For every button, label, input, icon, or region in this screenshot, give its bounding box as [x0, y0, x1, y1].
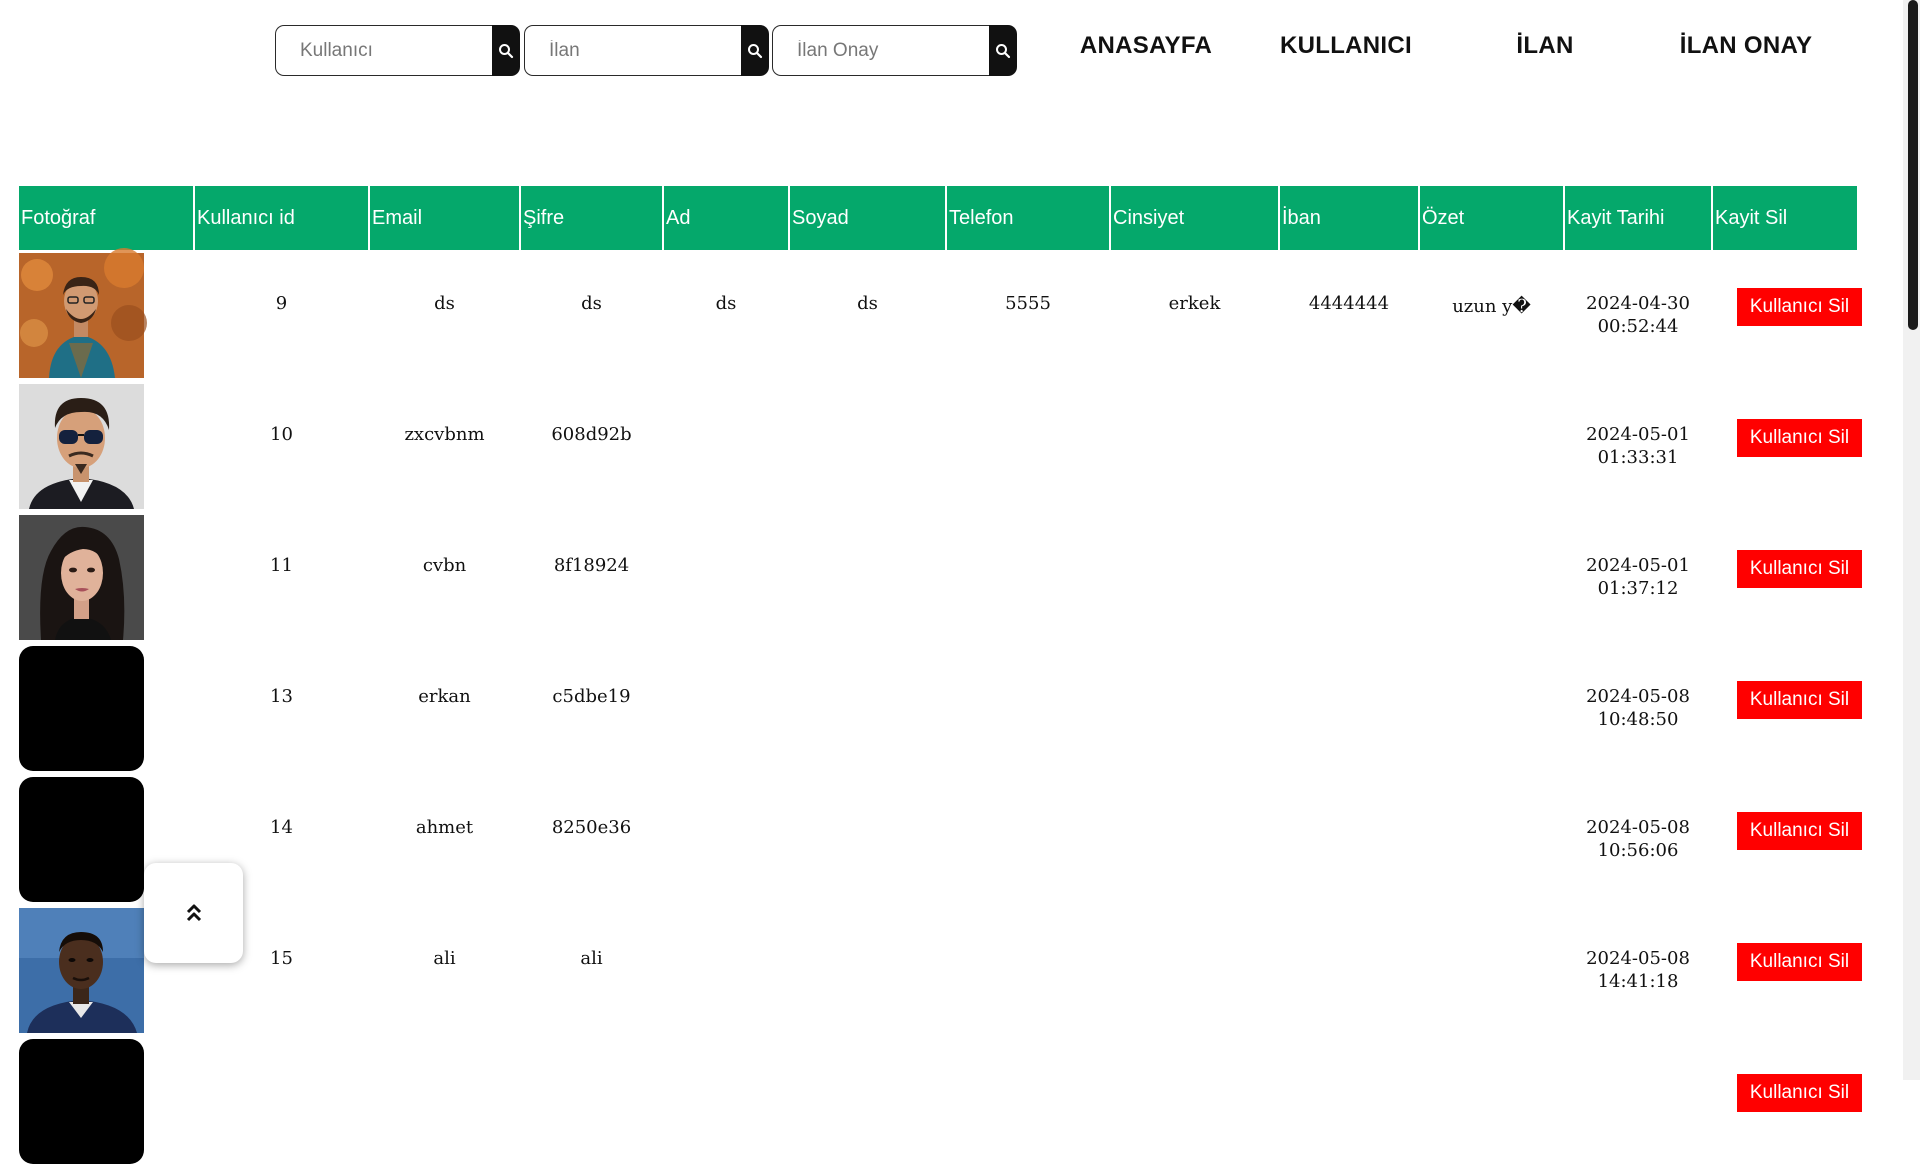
- cell-phone: 5555: [1005, 293, 1051, 314]
- cell-iban: [1279, 1036, 1419, 1167]
- table-row: [19, 381, 1857, 512]
- cell-summary: [1419, 774, 1564, 905]
- users-table: [19, 186, 1857, 1167]
- cell-phone: [946, 381, 1110, 512]
- cell-last-name: ds: [857, 293, 878, 314]
- cell-password: ds: [581, 293, 602, 314]
- cell-user-id: 13: [270, 686, 293, 707]
- photo-cell: [19, 381, 194, 512]
- nav-home[interactable]: ANASAYFA: [1079, 32, 1213, 59]
- photo-cell: [19, 643, 194, 774]
- user-search-button[interactable]: [492, 25, 520, 76]
- cell-registration-date: [1564, 250, 1712, 381]
- time-text: 10:56:06: [1597, 840, 1679, 861]
- delete-user-button[interactable]: Kullanıcı Sil: [1737, 1074, 1862, 1112]
- time-text: 10:48:50: [1597, 709, 1679, 730]
- scrollbar-thumb[interactable]: [1908, 0, 1918, 330]
- table-row: [19, 643, 1857, 774]
- cell-email: cvbn: [422, 555, 467, 576]
- date-text: 2024-05-01: [1586, 555, 1690, 576]
- time-text: 14:41:18: [1597, 971, 1679, 992]
- listing-search: [524, 25, 769, 76]
- cell-summary: [1419, 905, 1564, 1036]
- cell-summary: [1419, 1036, 1564, 1167]
- cell-user-id: [194, 1036, 369, 1167]
- header-delete: Kayit Sil: [1712, 186, 1857, 250]
- search-icon: [498, 43, 514, 59]
- cell-user-id: 10: [270, 424, 293, 445]
- cell-gender: [1110, 381, 1279, 512]
- date-text: 2024-05-08: [1586, 817, 1690, 838]
- avatar: [19, 253, 144, 378]
- nav-user[interactable]: KULLANICI: [1279, 32, 1413, 59]
- time-text: 00:52:44: [1597, 316, 1679, 337]
- cell-last-name: [789, 381, 946, 512]
- cell-password: 8f18924: [553, 555, 630, 576]
- cell-gender: [1110, 512, 1279, 643]
- cell-user-id: 11: [270, 555, 293, 576]
- cell-password: ali: [580, 948, 603, 969]
- header-phone: Telefon: [946, 186, 1110, 250]
- table-row: [19, 512, 1857, 643]
- cell-first-name: [663, 381, 789, 512]
- cell-last-name: [789, 905, 946, 1036]
- cell-registration-date: [1564, 905, 1712, 1036]
- cell-iban: 4444444: [1308, 293, 1390, 314]
- action-cell: [1712, 250, 1857, 381]
- cell-first-name: [663, 512, 789, 643]
- header-summary: Özet: [1419, 186, 1564, 250]
- date-text: 2024-05-08: [1586, 948, 1690, 969]
- action-cell: [1712, 381, 1857, 512]
- avatar: [19, 384, 144, 509]
- header-registration-date: Kayit Tarihi: [1564, 186, 1712, 250]
- header-email: Email: [369, 186, 520, 250]
- cell-password: [520, 1036, 663, 1167]
- cell-email: zxcvbnm: [404, 424, 485, 445]
- delete-user-button[interactable]: Kullanıcı Sil: [1737, 419, 1862, 457]
- vertical-scrollbar[interactable]: [1903, 0, 1920, 1080]
- listing-search-button[interactable]: [741, 25, 769, 76]
- cell-summary: uzun y�: [1452, 296, 1531, 317]
- cell-summary: [1419, 643, 1564, 774]
- double-chevron-up-icon: [186, 903, 202, 923]
- cell-first-name: [663, 643, 789, 774]
- date-text: 2024-05-08: [1586, 686, 1690, 707]
- action-cell: [1712, 512, 1857, 643]
- cell-password: 608d92b: [551, 424, 632, 445]
- table-row: [19, 1036, 1857, 1167]
- cell-password: c5dbe19: [552, 686, 631, 707]
- avatar-blank: [19, 1039, 144, 1164]
- photo-cell: [19, 512, 194, 643]
- cell-summary: [1419, 381, 1564, 512]
- nav-listing[interactable]: İLAN: [1516, 32, 1574, 59]
- cell-user-id: 15: [270, 948, 293, 969]
- table-header-row: [19, 186, 1857, 250]
- cell-gender: [1110, 643, 1279, 774]
- avatar-blank: [19, 646, 144, 771]
- cell-password: 8250e36: [551, 817, 632, 838]
- cell-last-name: [789, 1036, 946, 1167]
- cell-registration-date: [1564, 1036, 1712, 1167]
- photo-cell: [19, 250, 194, 381]
- cell-first-name: [663, 1036, 789, 1167]
- cell-email: erkan: [418, 686, 471, 707]
- delete-user-button[interactable]: Kullanıcı Sil: [1737, 812, 1862, 850]
- user-photo-man-portrait-blue: [19, 908, 144, 1033]
- cell-phone: [946, 905, 1110, 1036]
- user-photo-man-sunglasses: [19, 384, 144, 509]
- header-last-name: Soyad: [789, 186, 946, 250]
- action-cell: [1712, 905, 1857, 1036]
- cell-phone: [946, 512, 1110, 643]
- avatar-blank: [19, 777, 144, 902]
- cell-summary: [1419, 512, 1564, 643]
- cell-iban: [1279, 905, 1419, 1036]
- date-text: 2024-05-01: [1586, 424, 1690, 445]
- cell-gender: [1110, 1036, 1279, 1167]
- approval-search-button[interactable]: [989, 25, 1017, 76]
- cell-registration-date: [1564, 512, 1712, 643]
- search-icon: [995, 43, 1011, 59]
- header-gender: Cinsiyet: [1110, 186, 1279, 250]
- approval-search: [772, 25, 1017, 76]
- nav-listing-approval[interactable]: İLAN ONAY: [1679, 32, 1813, 59]
- delete-user-button[interactable]: Kullanıcı Sil: [1737, 288, 1862, 326]
- delete-user-button[interactable]: Kullanıcı Sil: [1737, 681, 1862, 719]
- table-row: [19, 774, 1857, 905]
- header-first-name: Ad: [663, 186, 789, 250]
- cell-last-name: [789, 643, 946, 774]
- cell-email: ali: [433, 948, 456, 969]
- header-password: Şifre: [520, 186, 663, 250]
- time-text: 01:37:12: [1597, 578, 1679, 599]
- table-row: [19, 250, 1857, 381]
- user-photo-woman-dark-hair: [19, 515, 144, 640]
- action-cell: [1712, 774, 1857, 905]
- cell-user-id: 9: [275, 293, 288, 314]
- cell-gender: erkek: [1168, 293, 1221, 314]
- cell-iban: [1279, 643, 1419, 774]
- cell-registration-date: [1564, 643, 1712, 774]
- header-iban: İban: [1279, 186, 1419, 250]
- header-photo: Fotoğraf: [19, 186, 194, 250]
- scroll-to-top-button[interactable]: [144, 863, 243, 963]
- cell-user-id: 14: [270, 817, 293, 838]
- delete-user-button[interactable]: Kullanıcı Sil: [1737, 550, 1862, 588]
- cell-iban: [1279, 774, 1419, 905]
- action-cell: [1712, 1036, 1857, 1167]
- cell-gender: [1110, 905, 1279, 1036]
- cell-iban: [1279, 381, 1419, 512]
- action-cell: [1712, 643, 1857, 774]
- avatar: [19, 515, 144, 640]
- cell-phone: [946, 1036, 1110, 1167]
- cell-first-name: [663, 774, 789, 905]
- user-photo-man-forest: [19, 253, 144, 378]
- cell-registration-date: [1564, 381, 1712, 512]
- user-search-input[interactable]: [275, 25, 492, 76]
- cell-phone: [946, 643, 1110, 774]
- cell-gender: [1110, 774, 1279, 905]
- cell-phone: [946, 774, 1110, 905]
- cell-email: ds: [434, 293, 455, 314]
- avatar: [19, 908, 144, 1033]
- cell-email: ahmet: [415, 817, 474, 838]
- approval-search-input[interactable]: [772, 25, 989, 76]
- cell-first-name: ds: [715, 293, 737, 314]
- table-row: [19, 905, 1857, 1036]
- search-icon: [747, 43, 763, 59]
- time-text: 01:33:31: [1597, 447, 1679, 468]
- cell-registration-date: [1564, 774, 1712, 905]
- listing-search-input[interactable]: [524, 25, 741, 76]
- cell-last-name: [789, 774, 946, 905]
- photo-cell: [19, 1036, 194, 1167]
- cell-email: [369, 1036, 520, 1167]
- user-search: [275, 25, 520, 76]
- date-text: 2024-04-30: [1586, 293, 1690, 314]
- header-user-id: Kullanıcı id: [194, 186, 369, 250]
- delete-user-button[interactable]: Kullanıcı Sil: [1737, 943, 1862, 981]
- cell-first-name: [663, 905, 789, 1036]
- cell-last-name: [789, 512, 946, 643]
- cell-iban: [1279, 512, 1419, 643]
